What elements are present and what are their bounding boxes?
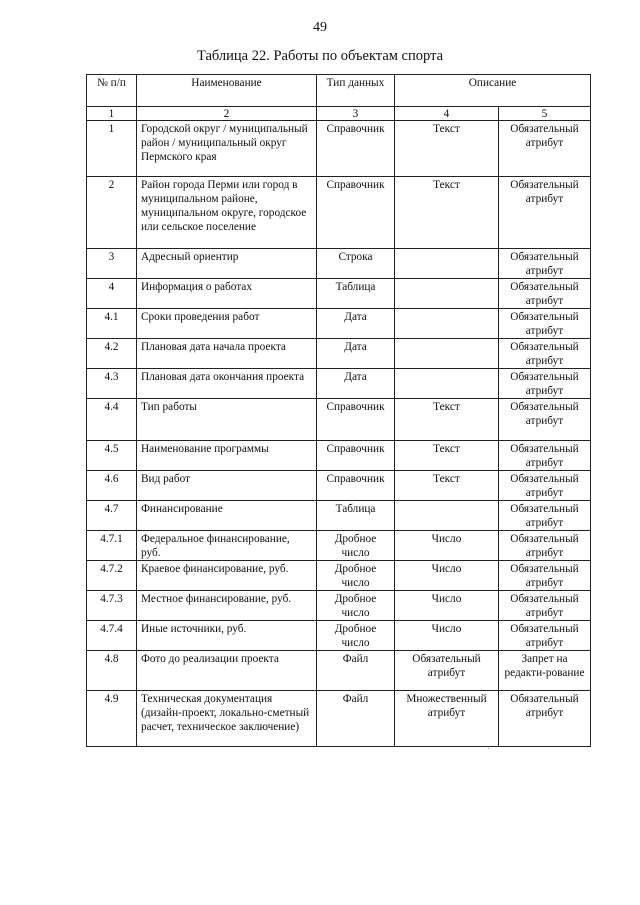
row-number: 4.6: [87, 471, 137, 501]
table-row: [87, 501, 591, 531]
table-row: [87, 591, 591, 621]
row-description: Число: [395, 591, 499, 621]
row-name: Сроки проведения работ: [137, 309, 317, 339]
row-name: Фото до реализации проекта: [137, 651, 317, 691]
row-attribute: Обязательный атрибут: [499, 501, 591, 531]
column-number: 5: [499, 107, 591, 121]
row-number: 4.4: [87, 399, 137, 441]
row-number: 4.7.2: [87, 561, 137, 591]
sports-works-table: [86, 74, 591, 747]
row-attribute: Обязательный атрибут: [499, 339, 591, 369]
row-data-type: Файл: [317, 651, 395, 691]
row-description: [395, 309, 499, 339]
table-row: [87, 249, 591, 279]
row-description: [395, 501, 499, 531]
header-name: Наименование: [137, 75, 317, 107]
row-attribute: Обязательный атрибут: [499, 177, 591, 249]
row-description: Текст: [395, 441, 499, 471]
header-type: Тип данных: [317, 75, 395, 107]
table-title: Таблица 22. Работы по объектам спорта: [196, 48, 444, 64]
row-name: Краевое финансирование, руб.: [137, 561, 317, 591]
row-name: Район города Перми или город в муниципальном районе, муниципальном округе, городское или сельское поселение: [137, 177, 317, 249]
row-data-type: Строка: [317, 249, 395, 279]
row-name: Плановая дата начала проекта: [137, 339, 317, 369]
row-name: Иные источники, руб.: [137, 621, 317, 651]
table-row: [87, 369, 591, 399]
table-row: [87, 121, 591, 177]
row-description: [395, 249, 499, 279]
row-attribute: Обязательный атрибут: [499, 309, 591, 339]
row-name: Адресный ориентир: [137, 249, 317, 279]
row-data-type: Дата: [317, 339, 395, 369]
row-attribute: Обязательный атрибут: [499, 249, 591, 279]
column-numbers-row: [87, 107, 591, 121]
row-number: 4: [87, 279, 137, 309]
table-body: [87, 121, 591, 747]
scan-speck: [488, 748, 489, 749]
row-number: 4.7.3: [87, 591, 137, 621]
table-row: [87, 561, 591, 591]
row-number: 4.7: [87, 501, 137, 531]
table-row: [87, 531, 591, 561]
row-number: 4.1: [87, 309, 137, 339]
row-data-type: Файл: [317, 691, 395, 747]
row-name: Финансирование: [137, 501, 317, 531]
row-number: 2: [87, 177, 137, 249]
row-description: Число: [395, 561, 499, 591]
row-data-type: Дробное число: [317, 561, 395, 591]
row-data-type: Дробное число: [317, 591, 395, 621]
row-number: 1: [87, 121, 137, 177]
row-description: Текст: [395, 399, 499, 441]
row-description: Число: [395, 531, 499, 561]
row-name: Городской округ / муниципальный район / муниципальный округ Пермского края: [137, 121, 317, 177]
column-number: 3: [317, 107, 395, 121]
table-row: [87, 441, 591, 471]
row-data-type: Справочник: [317, 121, 395, 177]
column-number: 2: [137, 107, 317, 121]
row-number: 4.7.4: [87, 621, 137, 651]
row-data-type: Дата: [317, 369, 395, 399]
table-row: [87, 621, 591, 651]
row-attribute: Обязательный атрибут: [499, 441, 591, 471]
row-attribute: Обязательный атрибут: [499, 621, 591, 651]
row-description: [395, 369, 499, 399]
row-name: Информация о работах: [137, 279, 317, 309]
table-row: [87, 339, 591, 369]
row-data-type: Справочник: [317, 399, 395, 441]
table-row: [87, 309, 591, 339]
table-row: [87, 177, 591, 249]
row-number: 4.5: [87, 441, 137, 471]
row-data-type: Справочник: [317, 177, 395, 249]
row-name: Местное финансирование, руб.: [137, 591, 317, 621]
row-name: Вид работ: [137, 471, 317, 501]
row-data-type: Дата: [317, 309, 395, 339]
row-data-type: Дробное число: [317, 531, 395, 561]
row-number: 3: [87, 249, 137, 279]
row-attribute: Обязательный атрибут: [499, 471, 591, 501]
row-name: Тип работы: [137, 399, 317, 441]
row-number: 4.9: [87, 691, 137, 747]
row-number: 4.2: [87, 339, 137, 369]
header-row: [87, 75, 591, 107]
table-row: [87, 651, 591, 691]
header-num: № п/п: [87, 75, 137, 107]
row-attribute: Запрет на редакти-рование: [499, 651, 591, 691]
row-description: Число: [395, 621, 499, 651]
column-number: 4: [395, 107, 499, 121]
table-row: [87, 399, 591, 441]
row-attribute: Обязательный атрибут: [499, 399, 591, 441]
row-data-type: Дробное число: [317, 621, 395, 651]
row-number: 4.3: [87, 369, 137, 399]
row-name: Наименование программы: [137, 441, 317, 471]
row-name: Плановая дата окончания проекта: [137, 369, 317, 399]
row-attribute: Обязательный атрибут: [499, 279, 591, 309]
row-data-type: Таблица: [317, 501, 395, 531]
row-number: 4.7.1: [87, 531, 137, 561]
table-row: [87, 471, 591, 501]
row-attribute: Обязательный атрибут: [499, 369, 591, 399]
row-description: Обязательный атрибут: [395, 651, 499, 691]
row-attribute: Обязательный атрибут: [499, 531, 591, 561]
row-description: [395, 339, 499, 369]
row-attribute: Обязательный атрибут: [499, 561, 591, 591]
row-attribute: Обязательный атрибут: [499, 591, 591, 621]
table-row: [87, 691, 591, 747]
row-attribute: Обязательный атрибут: [499, 691, 591, 747]
row-description: Текст: [395, 177, 499, 249]
row-data-type: Справочник: [317, 441, 395, 471]
row-data-type: Таблица: [317, 279, 395, 309]
row-name: Техническая документация (дизайн-проект, локально-сметный расчет, техническое заключение): [137, 691, 317, 747]
page-number: 49: [313, 20, 327, 35]
row-description: Текст: [395, 471, 499, 501]
row-number: 4.8: [87, 651, 137, 691]
row-name: Федеральное финансирование, руб.: [137, 531, 317, 561]
row-description: [395, 279, 499, 309]
row-description: Множественный атрибут: [395, 691, 499, 747]
column-number: 1: [87, 107, 137, 121]
row-description: Текст: [395, 121, 499, 177]
row-attribute: Обязательный атрибут: [499, 121, 591, 177]
row-data-type: Справочник: [317, 471, 395, 501]
table-row: [87, 279, 591, 309]
header-desc: Описание: [395, 75, 591, 107]
